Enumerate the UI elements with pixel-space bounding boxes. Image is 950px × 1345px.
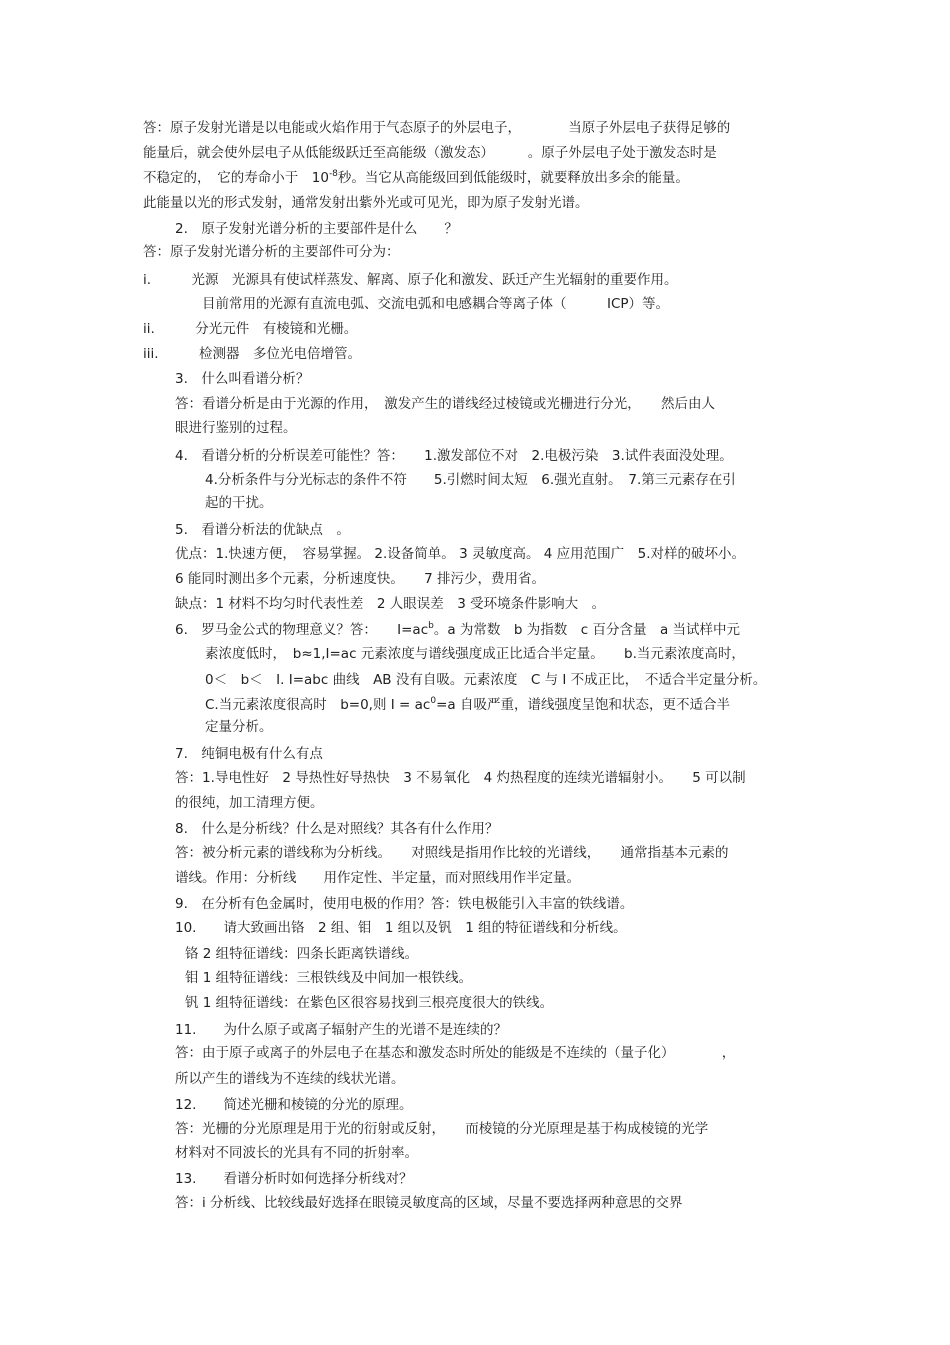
text-line: 答：光栅的分光原理是用于光的衍射或反射， 而棱镜的分光原理是基于构成棱镜的光学	[175, 1121, 709, 1137]
text-fragment: =a 自吸严重，谱线强度呈饱和状态，更不适合半	[436, 697, 730, 713]
superscript: 0	[430, 696, 437, 706]
list-item: iii. 检测器 多位光电倍增管。	[143, 346, 362, 362]
text-line: 此能量以光的形式发射，通常发射出紫外光或可见光，即为原子发射光谱。	[143, 195, 589, 211]
list-item: i. 光源 光源具有使试样蒸发、解离、原子化和激发、跃迁产生光辐射的重要作用。	[143, 272, 678, 288]
text-line: 答：被分析元素的谱线称为分析线。 对照线是指用作比较的光谱线， 通常指基本元素的	[175, 845, 729, 861]
text-line: 眼进行鉴别的过程。	[175, 420, 297, 436]
text-line: 起的干扰。	[205, 495, 273, 511]
text-line: 谱线。作用：分析线 用作定性、半定量，而对照线用作半定量。	[175, 870, 580, 886]
text-fragment: 不稳定的， 它的寿命小于 10	[143, 170, 329, 186]
superscript: b	[428, 621, 434, 631]
question-heading	[175, 621, 740, 641]
text-line: 能量后，就会使外层电子从低能级跃迁至高能级（激发态） 。原子外层电子处于激发态时是	[143, 145, 717, 161]
list-item: ii. 分光元件 有棱镜和光栅。	[143, 321, 358, 337]
text-line: 6 能同时测出多个元素，分析速度快。 7 排污少，费用省。	[175, 571, 546, 587]
text-fragment: 。a 为常数 b 为指数 c 百分含量 a 当试样中元	[433, 622, 741, 638]
question-heading: 10. 请大致画出铬 2 组、钼 1 组以及钒 1 组的特征谱线和分析线。	[175, 920, 627, 936]
superscript: -8	[328, 169, 338, 179]
text-line	[205, 696, 730, 716]
text-line: 铬 2 组特征谱线：四条长距离铁谱线。	[185, 946, 419, 962]
text-line: 答：原子发射光谱分析的主要部件可分为：	[143, 244, 400, 260]
text-line: 钼 1 组特征谱线：三根铁线及中间加一根铁线。	[185, 970, 473, 986]
question-heading: 8. 什么是分析线？什么是对照线？其各有什么作用？	[175, 821, 499, 837]
text-line: 材料对不同波长的光具有不同的折射率。	[175, 1145, 418, 1161]
question-heading: 4. 看谱分析的分析误差可能性？答： 1.激发部位不对 2.电极污染 3.试件表面没处理。	[175, 448, 733, 464]
text-line: 答：原子发射光谱是以电能或火焰作用于气态原子的外层电子， 当原子外层电子获得足够的	[143, 120, 731, 136]
question-heading: 7. 纯铜电极有什么有点	[175, 746, 323, 762]
text-line: 答：由于原子或离子的外层电子在基态和激发态时所处的能级是不连续的（量子化） ，	[175, 1045, 736, 1061]
question-heading: 9. 在分析有色金属时，使用电极的作用？答：铁电极能引入丰富的铁线谱。	[175, 896, 634, 912]
text-line: 的很纯，加工清理方便。	[175, 795, 324, 811]
text-line: 缺点：1 材料不均匀时代表性差 2 人眼误差 3 受环境条件影响大 。	[175, 596, 606, 612]
text-line: 目前常用的光源有直流电弧、交流电弧和电感耦合等离子体（ ICP）等。	[202, 296, 670, 312]
text-fragment: 6. 罗马金公式的物理意义？答： I=ac	[175, 622, 429, 638]
text-line: 钒 1 组特征谱线：在紫色区很容易找到三根亮度很大的铁线。	[185, 995, 554, 1011]
text-line	[143, 169, 689, 189]
text-line: 定量分析。	[205, 719, 273, 735]
question-heading: 11. 为什么原子或离子辐射产生的光谱不是连续的？	[175, 1022, 507, 1038]
text-line: 答：看谱分析是由于光源的作用， 激发产生的谱线经过棱镜或光栅进行分光， 然后由人	[175, 396, 715, 412]
question-heading: 5. 看谱分析法的优缺点 。	[175, 522, 350, 538]
text-line: 答：i 分析线、比较线最好选择在眼镜灵敏度高的区域，尽量不要选择两种意思的交界	[175, 1195, 683, 1211]
question-heading: 13. 看谱分析时如何选择分析线对？	[175, 1171, 413, 1187]
question-heading: 3. 什么叫看谱分析？	[175, 371, 310, 387]
text-fragment: C.当元素浓度很高时 b=0,则 I = ac	[205, 697, 431, 713]
text-line: 4.分析条件与分光标志的条件不符 5.引燃时间太短 6.强光直射。 7.第三元素存在引	[205, 472, 736, 488]
text-line: 0＜ b＜ I. I=abc 曲线 AB 没有自吸。元素浓度 C 与 I 不成正比， 不适合半定量分析。	[205, 672, 767, 688]
text-line: 答：1.导电性好 2 导热性好导热快 3 不易氧化 4 灼热程度的连续光谱辐射小。 5 可以制	[175, 770, 746, 786]
question-heading: 2. 原子发射光谱分析的主要部件是什么 ？	[175, 221, 458, 237]
text-line: 优点：1.快速方便， 容易掌握。 2.设备简单。 3 灵敏度高。 4 应用范围广 5.对样的破坏小。	[175, 546, 746, 562]
question-heading: 12. 简述光栅和棱镜的分光的原理。	[175, 1097, 413, 1113]
text-line: 素浓度低时， b≈1,I=ac 元素浓度与谱线强度成正比适合半定量。 b.当元素浓度高时，	[205, 646, 745, 662]
text-line: 所以产生的谱线为不连续的线状光谱。	[175, 1071, 405, 1087]
text-fragment: 秒。当它从高能级回到低能级时，就要释放出多余的能量。	[337, 170, 689, 186]
